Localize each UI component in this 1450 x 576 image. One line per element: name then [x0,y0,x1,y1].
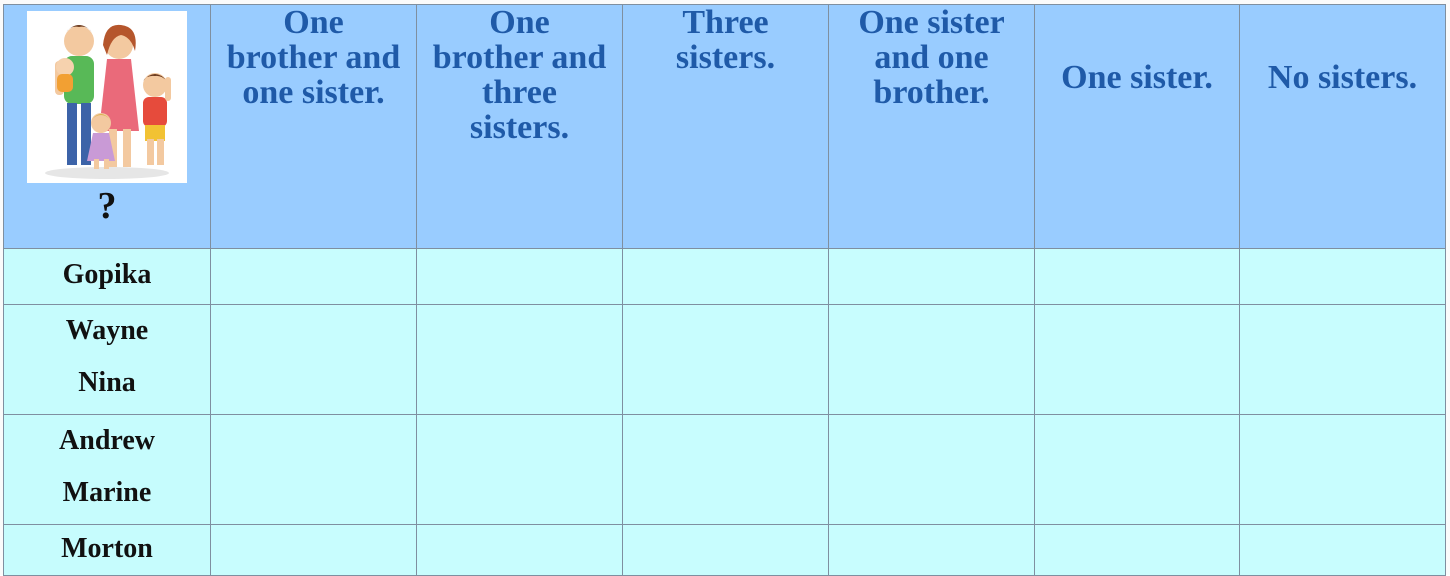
person-name: Andrew [59,425,155,456]
table-row [4,305,1446,415]
answer-cell[interactable] [1035,415,1240,525]
family-illustration-icon [27,11,187,183]
person-name: Nina [78,367,136,398]
name-cell [4,249,211,305]
answer-cell[interactable] [211,415,417,525]
answer-cell[interactable] [829,415,1035,525]
answer-cell[interactable] [1035,525,1240,576]
answer-cell[interactable] [623,415,829,525]
answer-cell[interactable] [417,415,623,525]
answer-cell[interactable] [211,525,417,576]
table-row [4,249,1446,305]
column-header-2: One brother and three sisters. [417,5,623,249]
column-header-6: No sisters. [1240,5,1446,249]
answer-cell[interactable] [1035,249,1240,305]
question-mark: ? [97,185,117,227]
header-row [4,5,1446,249]
answer-cell[interactable] [417,249,623,305]
person-name: Marine [62,477,152,508]
column-header-5: One sister. [1035,5,1240,249]
answer-cell[interactable] [1240,249,1446,305]
column-header-1: One brother and one sister. [211,5,417,249]
name-cell [4,415,211,525]
person-name: Wayne [65,315,149,346]
person-name: Gopika [62,259,152,290]
siblings-table [3,4,1446,576]
answer-cell[interactable] [829,525,1035,576]
answer-cell[interactable] [1240,415,1446,525]
answer-cell[interactable] [1240,525,1446,576]
answer-cell[interactable] [829,305,1035,415]
answer-cell[interactable] [1240,305,1446,415]
answer-cell[interactable] [211,249,417,305]
answer-cell[interactable] [623,525,829,576]
answer-cell[interactable] [623,249,829,305]
answer-cell[interactable] [623,305,829,415]
name-cell [4,305,211,415]
answer-cell[interactable] [1035,305,1240,415]
answer-cell[interactable] [417,305,623,415]
header-picture-cell [4,5,211,249]
table-row [4,415,1446,525]
column-header-3: Three sisters. [623,5,829,249]
table-row [4,525,1446,576]
answer-cell[interactable] [829,249,1035,305]
answer-cell[interactable] [211,305,417,415]
column-header-4: One sister and one brother. [829,5,1035,249]
answer-cell[interactable] [417,525,623,576]
name-cell [4,525,211,576]
person-name: Morton [61,533,153,564]
